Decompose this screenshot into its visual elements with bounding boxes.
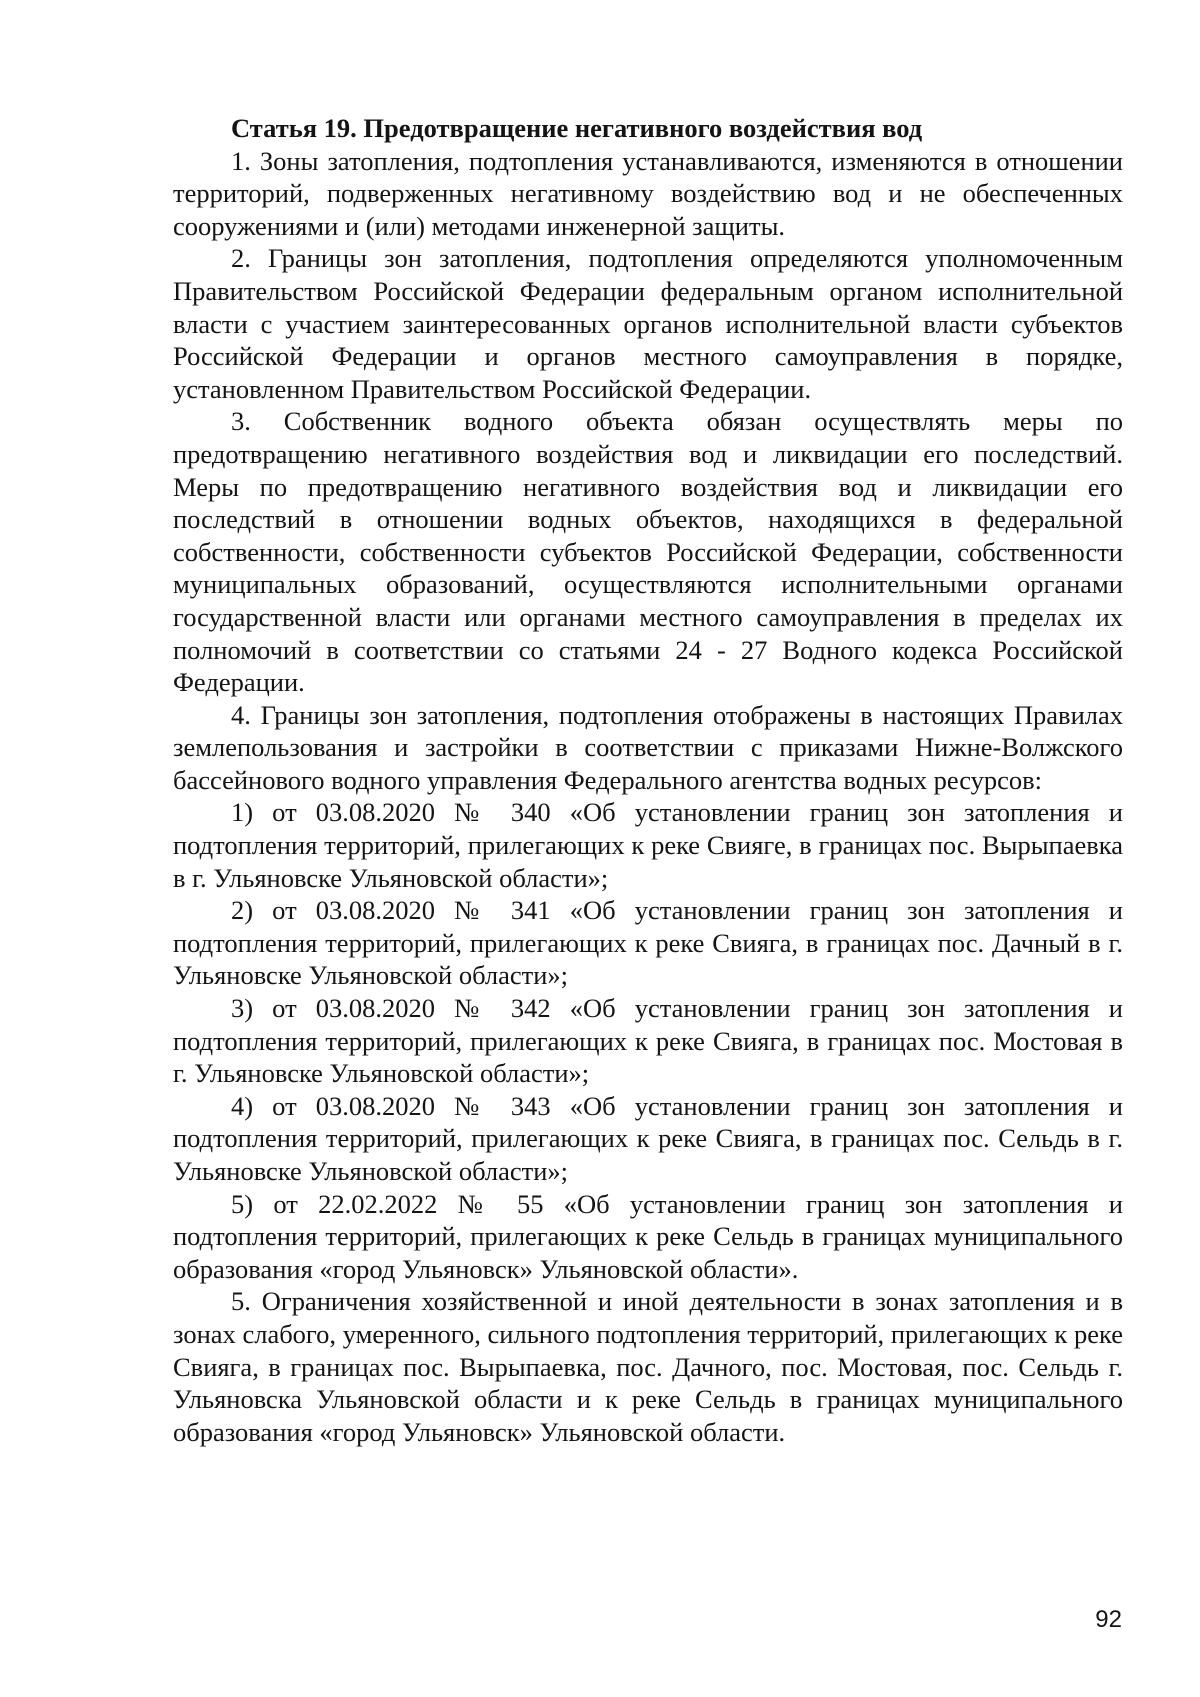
list-item-4: 4) от 03.08.2020 № 343 «Об установлении границ зон затопления и подтопления территорий, прилегающих к реке Свияга, в границах пос. Сельдь в г. Ульяновске Ульяновской области»;	[173, 1090, 1123, 1186]
paragraph-3: 3. Собственник водного объекта обязан осуществлять меры по предотвращению негативного воздействия вод и ликвидации его последствий. Меры по предотвращению негативного воздействия вод и ликвидации его последствий в отношении водных объектов, находящихся в федеральной собственности, собственности субъектов Российской Федерации, собственности муниципальных образований, осуществляются исполнительными органами государственной власти или органами местного самоуправления в пределах их полномочий в соответствии со статьями 24 - 27 Водного кодекса Российской Федерации.	[173, 406, 1123, 698]
article-body	[173, 112, 1123, 1448]
list-item-1: 1) от 03.08.2020 № 340 «Об установлении границ зон затопления и подтопления территорий, прилегающих к реке Свияге, в границах пос. Вырыпаевка в г. Ульяновске Ульяновской области»;	[173, 797, 1123, 893]
paragraph-4: 4. Границы зон затопления, подтопления отображены в настоящих Правилах землепользования и застройки в соответствии с приказами Нижне-Волжского бассейнового водного управления Федерального агентства водных ресурсов:	[173, 699, 1123, 795]
list-item-2: 2) от 03.08.2020 № 341 «Об установлении границ зон затопления и подтопления территорий, прилегающих к реке Свияга, в границах пос. Дачный в г. Ульяновске Ульяновской области»;	[173, 895, 1123, 991]
list-item-5: 5) от 22.02.2022 № 55 «Об установлении границ зон затопления и подтопления территорий, прилегающих к реке Сельдь в границах муниципального образования «город Ульяновск» Ульяновской области».	[173, 1188, 1123, 1284]
paragraph-1: 1. Зоны затопления, подтопления устанавливаются, изменяются в отношении территорий, подверженных негативному воздействию вод и не обеспеченных сооружениями и (или) методами инженерной защиты.	[173, 145, 1123, 241]
article-heading: Статья 19. Предотвращение негативного воздействия вод	[231, 113, 923, 143]
page-number: 92	[1095, 1606, 1122, 1633]
paragraph-2: 2. Границы зон затопления, подтопления определяются уполномоченным Правительством Российской Федерации федеральным органом исполнительной власти с участием заинтересованных органов исполнительной власти субъектов Российской Федерации и органов местного самоуправления в порядке, установленном Правительством Российской Федерации.	[173, 243, 1123, 404]
list-item-3: 3) от 03.08.2020 № 342 «Об установлении границ зон затопления и подтопления территорий, прилегающих к реке Свияга, в границах пос. Мостовая в г. Ульяновске Ульяновской области»;	[173, 993, 1123, 1089]
paragraph-5: 5. Ограничения хозяйственной и иной деятельности в зонах затопления и в зонах слабого, умеренного, сильного подтопления территорий, прилегающих к реке Свияга, в границах пос. Вырыпаевка, пос. Дачного, пос. Мостовая, пос. Сельдь г. Ульяновска Ульяновской области и к реке Сельдь в границах муниципального образования «город Ульяновск» Ульяновской области.	[173, 1286, 1123, 1447]
